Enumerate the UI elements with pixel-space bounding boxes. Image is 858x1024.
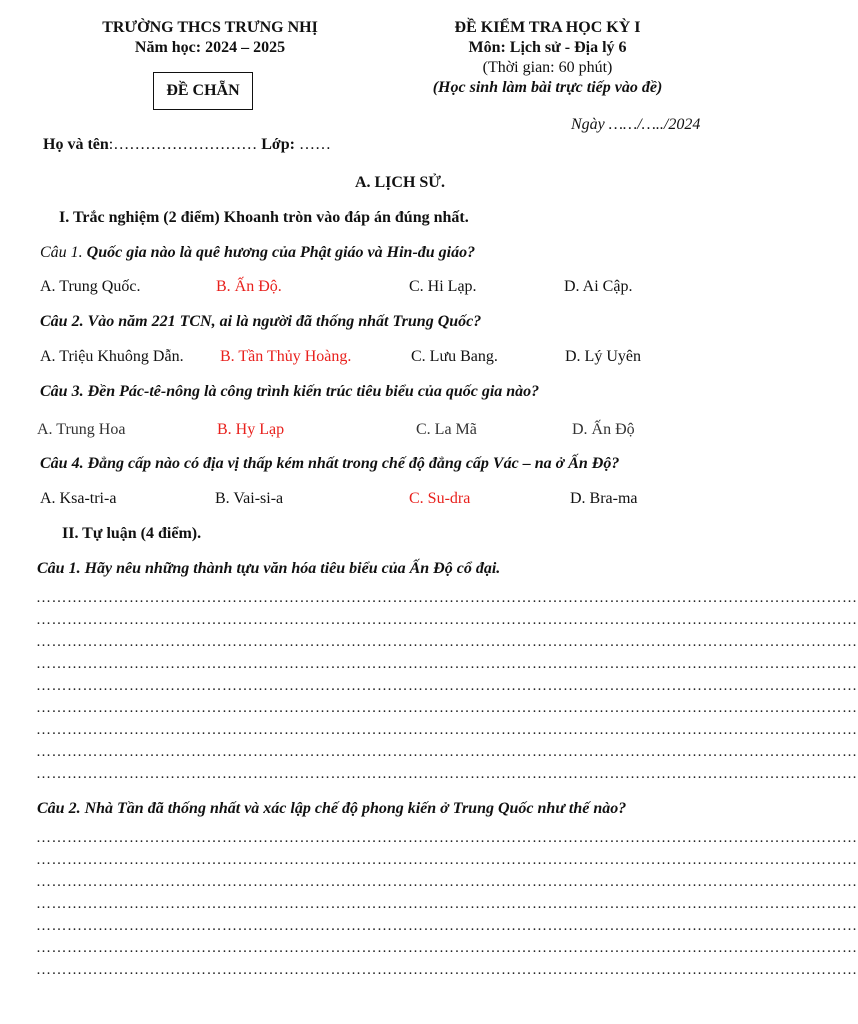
question-text: Hãy nêu những thành tựu văn hóa tiêu biểu của Ấn Độ cổ đại.	[84, 560, 501, 577]
question-label: Câu 2.	[40, 313, 84, 330]
class-label: Lớp:	[261, 136, 295, 153]
q4-option-c[interactable]: C. Su-dra	[409, 490, 471, 507]
section-title: A. LỊCH SỬ.	[354, 174, 446, 191]
answer-line[interactable]: ……………………………………………………………………………………………………………………………………………	[36, 700, 858, 716]
q1-option-c[interactable]: C. Hi Lạp.	[409, 278, 477, 295]
answer-line[interactable]: ……………………………………………………………………………………………………………………………………………	[36, 612, 858, 628]
school-header	[60, 18, 360, 58]
q2-option-b[interactable]: B. Tần Thủy Hoàng.	[220, 348, 352, 365]
answer-line[interactable]: ……………………………………………………………………………………………………………………………………………	[36, 918, 858, 934]
name-label: Họ và tên	[43, 136, 109, 153]
answer-line[interactable]: ……………………………………………………………………………………………………………………………………………	[36, 656, 858, 672]
answer-line[interactable]: ……………………………………………………………………………………………………………………………………………	[36, 874, 858, 890]
q3-option-a[interactable]: A. Trung Hoa	[37, 421, 126, 438]
answer-line[interactable]: ……………………………………………………………………………………………………………………………………………	[36, 830, 858, 846]
q2-option-d[interactable]: D. Lý Uyên	[565, 348, 641, 365]
question-4	[40, 455, 619, 473]
answer-line[interactable]: ……………………………………………………………………………………………………………………………………………	[36, 940, 858, 956]
exam-date: Ngày ……/…../2024	[571, 116, 701, 133]
school-name: TRƯỜNG THCS TRƯNG NHỊ	[102, 19, 318, 36]
answer-line[interactable]: ……………………………………………………………………………………………………………………………………………	[36, 744, 858, 760]
q4-option-a[interactable]: A. Ksa-tri-a	[40, 490, 117, 507]
q1-option-b[interactable]: B. Ấn Độ.	[216, 278, 282, 295]
exam-code: ĐỀ CHẴN	[166, 82, 240, 99]
question-label: Câu 1.	[37, 560, 81, 577]
q4-option-d[interactable]: D. Bra-ma	[570, 490, 638, 507]
part1-title: I. Trắc nghiệm (2 điểm) Khoanh tròn vào đáp án đúng nhất.	[59, 209, 469, 226]
q2-option-a[interactable]: A. Triệu Khuông Dẫn.	[40, 348, 184, 365]
question-3	[40, 383, 539, 401]
question-label: Câu 3.	[40, 383, 84, 400]
question-text: Nhà Tần đã thống nhất và xác lập chế độ phong kiến ở Trung Quốc như thế nào?	[84, 800, 627, 817]
q3-option-c[interactable]: C. La Mã	[416, 421, 477, 438]
exam-header	[405, 18, 690, 98]
q3-option-b[interactable]: B. Hy Lạp	[217, 421, 285, 438]
answer-line[interactable]: ……………………………………………………………………………………………………………………………………………	[36, 722, 858, 738]
question-text: Đẳng cấp nào có địa vị thấp kém nhất trong chế độ đẳng cấp Vác – na ở Ấn Độ?	[87, 455, 620, 472]
exam-title: ĐỀ KIỂM TRA HỌC KỲ I	[454, 19, 641, 36]
question-text: Đền Pác-tê-nông là công trình kiến trúc tiêu biểu của quốc gia nào?	[87, 383, 540, 400]
answer-line[interactable]: ……………………………………………………………………………………………………………………………………………	[36, 962, 858, 978]
q4-option-b[interactable]: B. Vai-si-a	[215, 490, 284, 507]
answer-line[interactable]: ……………………………………………………………………………………………………………………………………………	[36, 766, 858, 782]
answer-line[interactable]: ……………………………………………………………………………………………………………………………………………	[36, 590, 858, 606]
exam-code-box	[153, 72, 253, 110]
question-text: Vào năm 221 TCN, ai là người đã thống nhất Trung Quốc?	[87, 313, 482, 330]
q2-option-c[interactable]: C. Lưu Bang.	[411, 348, 498, 365]
q1-option-d[interactable]: D. Ai Cập.	[564, 278, 633, 295]
answer-line[interactable]: ……………………………………………………………………………………………………………………………………………	[36, 896, 858, 912]
class-field[interactable]: ……	[299, 136, 331, 153]
essay-question-2	[37, 800, 626, 818]
question-2	[40, 313, 481, 331]
student-info-line	[43, 136, 331, 154]
question-1	[40, 244, 475, 262]
exam-subject: Môn: Lịch sử - Địa lý 6	[468, 39, 627, 56]
question-label: Câu 4.	[40, 455, 84, 472]
q3-option-d[interactable]: D. Ấn Độ	[572, 421, 635, 438]
answer-line[interactable]: ……………………………………………………………………………………………………………………………………………	[36, 634, 858, 650]
answer-line[interactable]: ……………………………………………………………………………………………………………………………………………	[36, 678, 858, 694]
q1-option-a[interactable]: A. Trung Quốc.	[40, 278, 141, 295]
exam-duration: (Thời gian: 60 phút)	[482, 59, 613, 76]
answer-line[interactable]: ……………………………………………………………………………………………………………………………………………	[36, 852, 858, 868]
question-label: Câu 1.	[40, 244, 83, 261]
school-year: Năm học: 2024 – 2025	[134, 39, 286, 56]
part2-title: II. Tự luận (4 điểm).	[62, 525, 202, 542]
question-label: Câu 2.	[37, 800, 81, 817]
name-field[interactable]: :………………………	[108, 136, 258, 153]
essay-question-1	[37, 560, 500, 578]
question-text: Quốc gia nào là quê hương của Phật giáo và Hin-đu giáo?	[86, 244, 476, 261]
exam-instruction: (Học sinh làm bài trực tiếp vào đề)	[432, 79, 663, 96]
